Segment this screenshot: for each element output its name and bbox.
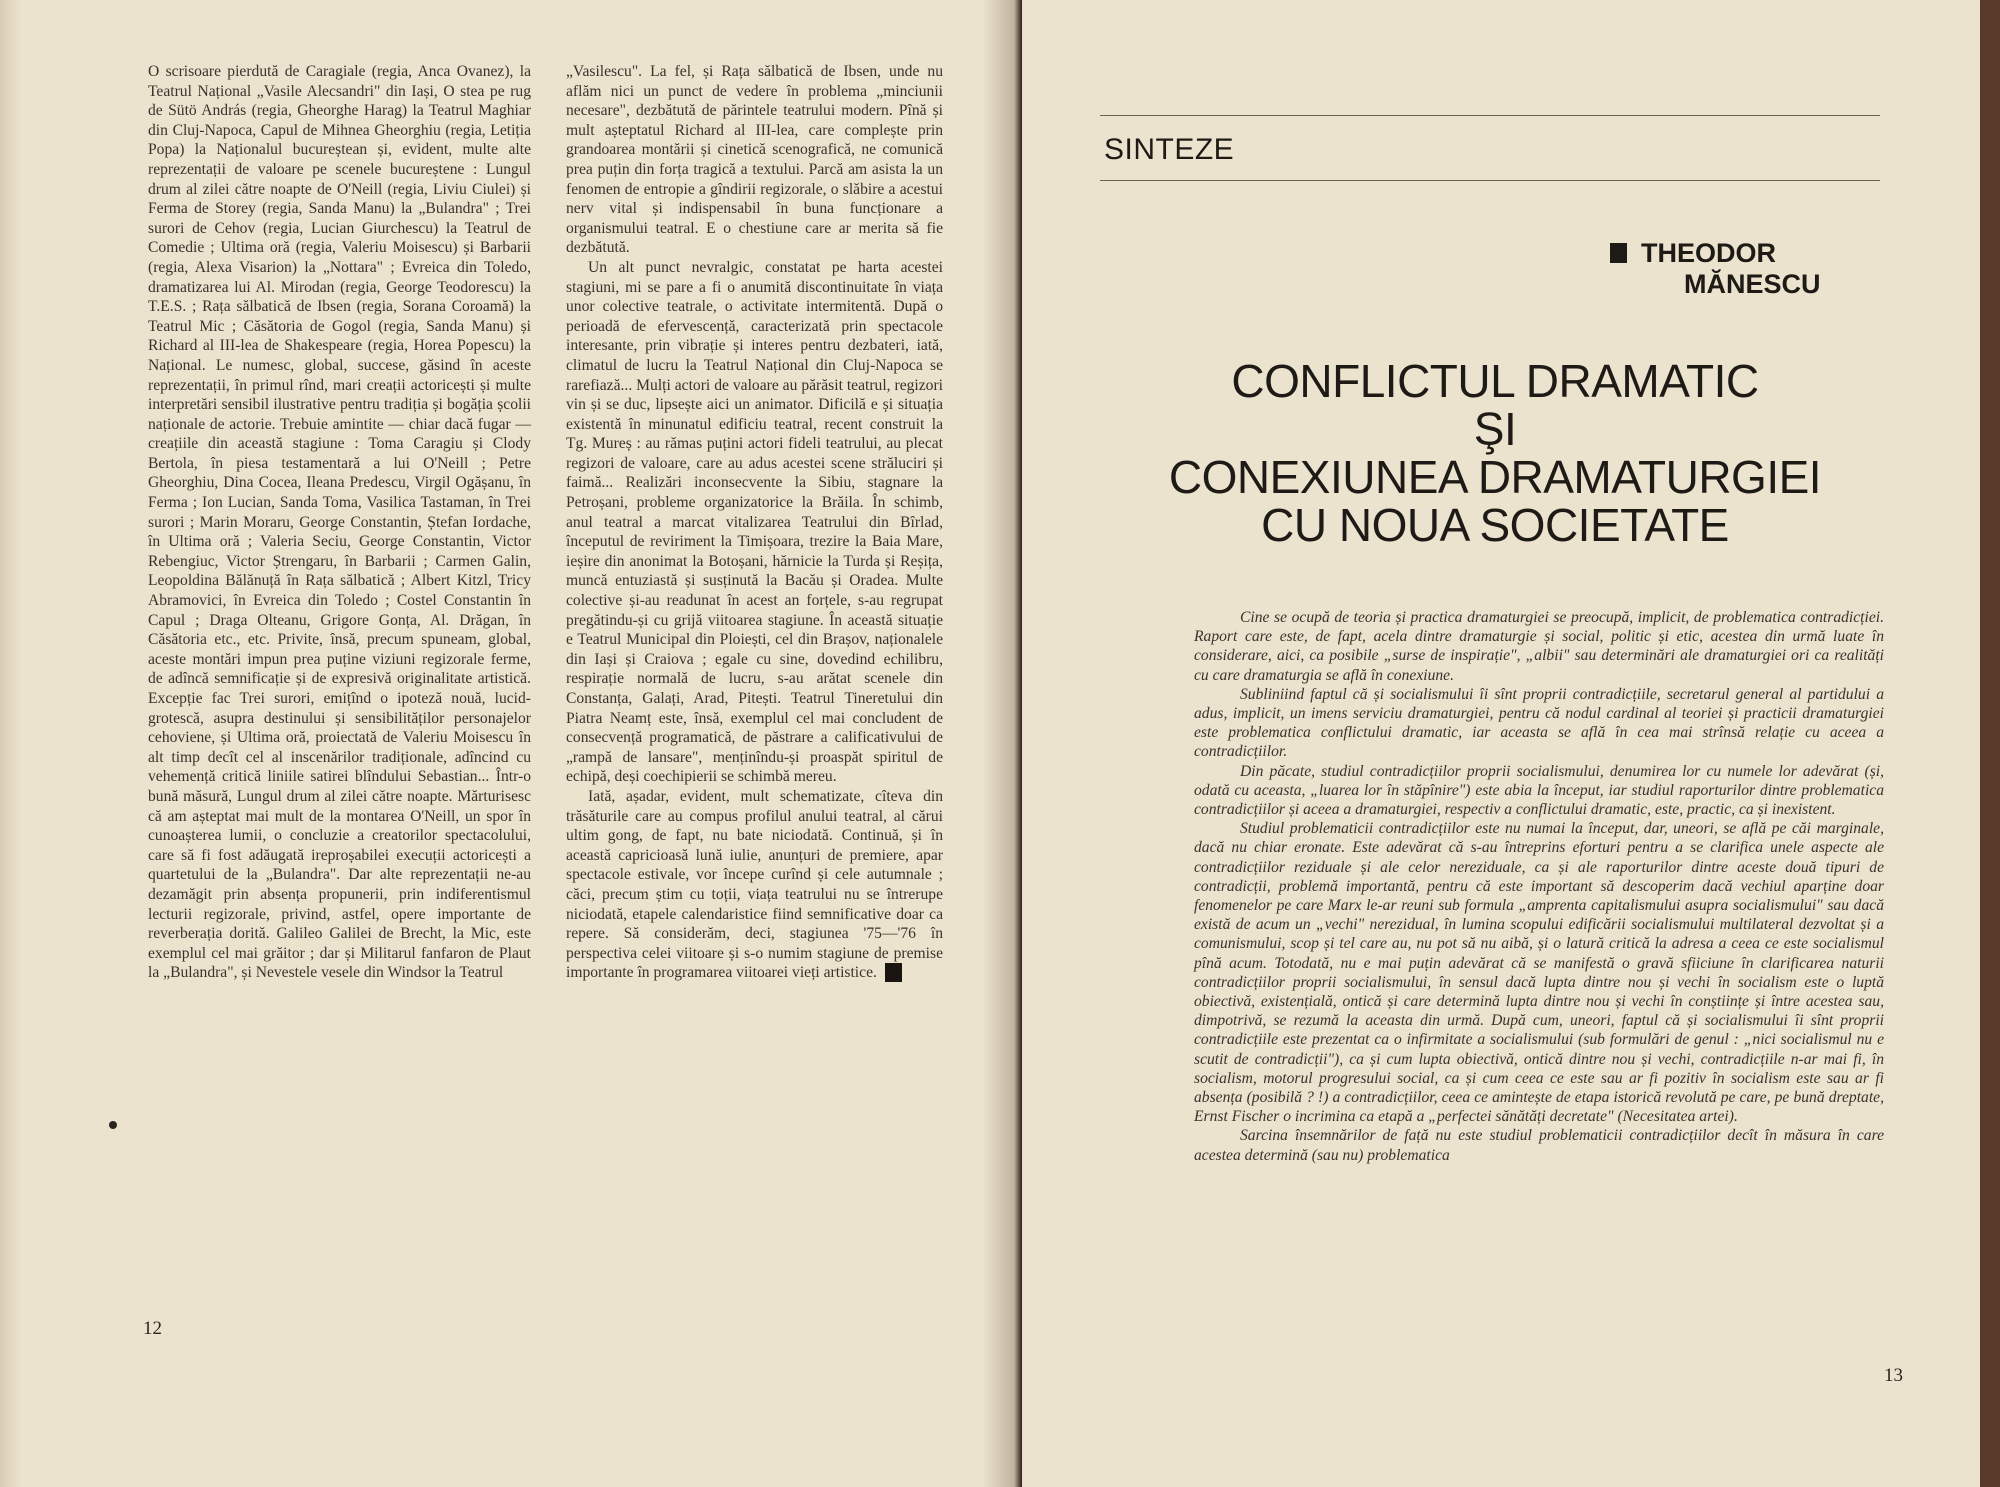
author-first-name: THEODOR xyxy=(1641,238,1776,268)
page-edge xyxy=(0,0,22,1487)
article-title xyxy=(1160,357,1830,549)
header-rule-bottom xyxy=(1100,180,1880,181)
section-label: SINTEZE xyxy=(1104,133,1235,166)
page-number-left: 12 xyxy=(143,1318,162,1339)
paragraph: Subliniind faptul că și socialismului îi sînt proprii contradicțiile, secretarul general al partidului a adus, implicit, un imens serviciu dramaturgiei, pentru că nodul cardinal al teoriei și practicii dramaturgiei este problematica conflictului dramatic, iar aceasta se află în cea mai strînsă relație cu aceea a contradicțiilor. xyxy=(1194,685,1884,761)
left-column-1 xyxy=(148,62,531,983)
paragraph: Din păcate, studiul contradicțiilor proprii socialismului, denumirea lor cu numele lor adevărat (și, odată cu aceasta, „luarea lor în stăpînire") este abia la început, iar studiul raporturilor dintre problematica contradicțiilor și aceea a dramaturgiei, respectiv a conflictului dramatic, este, practic, ca și inexistent. xyxy=(1194,762,1884,819)
header-rule-top xyxy=(1100,115,1880,116)
paragraph: Sarcina însemnărilor de față nu este studiul problematicii contradicțiilor decît în măsura în care acestea determină (sau nu) problematica xyxy=(1194,1127,1884,1164)
title-line: CONFLICTUL DRAMATIC xyxy=(1231,355,1759,407)
paragraph: Un alt punct nevralgic, constatat pe harta acestei stagiuni, mi se pare a fi o anumită discontinuitate în viața unor colective teatrale, o activitate intermitentă. După o perioadă de efervescență, caracterizată prin spectacole interesante, prin vibrație și interes pentru dezbateri, iată, climatul de lucru la Teatrul Național din Cluj-Napoca se rarefiază... Mulți actori de valoare au părăsit teatrul, regizori vin și se duc, lipsește aici un animator. Dificilă e și situația existentă în minunatul edificiu teatral, recent construit la Tg. Mureș : au rămas puțini actori fideli teatrului, au plecat regizori de valoare, care au adus acestei scene străluciri și faimă... Realizări inconsecvente la Sibiu, stagnare la Petroșani, probleme organizatorice la Brăila. În schimb, anul teatral a marcat vitalizarea Teatrului din Bîrlad, începutul de reviriment la Timișoara, trezire la Baia Mare, ieșire din anonimat la Botoșani, hărnicie la Turda și Reșița, muncă entuziastă și susținută la Bacău și Oradea. Multe colective și-au readunat în acest an forțele, s-au regrupat pregătindu-și cu grijă viitoarea stagiune. În această situație e Teatrul Municipal din Ploiești, cel din Brașov, naționalele din Iași și Craiova ; egale cu sine, dovedind echilibru, respirație normală de lucru, s-au arătat scenele din Constanța, Galați, Arad, Pitești. Teatrul Tineretului din Piatra Neamț este, însă, exemplul cel mai concludent de consecvență programatică, de păstrare a calificativului de „rampă de lansare", menținîndu-și proaspăt spiritul de echipă, deși coechipierii se schimbă mereu. xyxy=(566,258,943,786)
paragraph: „Vasilescu". La fel, și Rața sălbatică de Ibsen, unde nu aflăm nici un punct de vedere în problema „minciunii necesare", dezbătută de părintele teatrului modern. Pînă și mult așteptatul Richard al III-lea, care complește prin grandoarea montării și cinetică scenografică, ne comunică prea puțin din forța tragică a textului. Parcă am asista la un fenomen de entropie a gîndirii regizorale, o slăbire a acestui nerv vital și indispensabil în buna funcționare a organismului teatral. E o chestiune care ar merita să fie dezbătută. xyxy=(566,63,943,257)
title-line: ŞI xyxy=(1473,403,1517,455)
paragraph: Studiul problematicii contradicțiilor este nu numai la început, dar, uneori, se află pe căi marginale, dacă nu chiar eronate. Este adevărat că s-au întreprins eforturi pentru a se clarifica unele aspecte ale contradicțiilor reziduale și ale celor nereziduale, ca și ale raporturilor dintre aceste două tipuri de contradicții, problemă importantă, pentru că este important să descoperim dacă vechiul aparține doar fenomenelor pe care Marx le-ar reuni sub formula „amprenta capitalismului asupra socialismului" sau dacă există de acum un „vechi" nerezidual, în lumina scopului edificării socialismului multilateral dezvoltat și a comunismului, scop și tel care au, nu pot să nu aibă, și o latură critică la adresa a ceea ce este socialismul pînă acum. Totodată, nu e mai puțin adevărat că se manifestă o gravă sfiiciune în clarificarea naturii contradicțiilor proprii socialismului, în sensul dacă lupta dintre nou și vechi în socialism este o luptă obiectivă, existențială, ontică și care determină lupta dintre nou și vechi în conștiințe și între acestea sau, dimpotrivă, se rezumă la aceasta din urmă. După cum, uneori, faptul că și socialismului îi sînt proprii contradicțiile este prezentat ca o infirmitate a socialismului (sub formulări de genul : „nici socialismul nu e scutit de contradicții"), ca și cum lupta obiectivă, ontică dintre nou și vechi, contradicțiile n-ar mai fi, în socialism, motorul progresului social, ca și cum ceea ce este sau ar fi pozitiv în socialism este sau ar fi absența (posibilă ? !) a contradicțiilor, ceea ce amintește de etapa istorică revolută pe care, pe bună dreptate, Ernst Fischer o incrimina ca etapă a „perfectei sănătăți decretate" (Necesitatea artei). xyxy=(1194,820,1884,1126)
paragraph-text: Iată, așadar, evident, mult schematizate, cîteva din trăsăturile care au compus profilul anului teatral, al cărui ultim gong, de fapt, nu bate niciodată. Continuă, și în această capricioasă lună iulie, anunțuri de premiere, apar spectacole estivale, vor începe curînd și cele autumnale ; căci, precum știm cu toții, viața teatrului nu se întrerupe niciodată, etapele calendaristice fiind semnificative doar ca repere. Să considerăm, deci, stagiunea '75—'76 în perspectiva celei viitoare și s-o numim stagiune de premise importante în programarea viitoarei vieți artistice. xyxy=(566,787,943,982)
paragraph xyxy=(566,787,943,983)
title-line: CONEXIUNEA DRAMATURGIEI xyxy=(1168,451,1822,503)
article-body xyxy=(1194,608,1884,1165)
margin-dot xyxy=(109,1121,117,1129)
author-square-icon xyxy=(1610,243,1627,263)
author-name xyxy=(1610,238,1870,300)
cover-edge xyxy=(1980,0,2000,1487)
title-line: CU NOUA SOCIETATE xyxy=(1261,499,1729,551)
paragraph: O scrisoare pierdută de Caragiale (regia, Anca Ovanez), la Teatrul Național „Vasile Alecsandri" din Iași, O stea pe rug de Sütö András (regia, Gheorghe Harag) la Teatrul Maghiar din Cluj-Napoca, Capul de Mihnea Gheorghiu (regia, Letiția Popa) la Naționalul bucureștean și, evident, multe alte reprezentații de valoare pe scenele bucureștene : Lungul drum al zilei către noapte de O'Neill (regia, Liviu Ciulei) și Ferma de Storey (regia, Sanda Manu) la „Bulandra" ; Trei surori de Cehov (regia, Lucian Giurchescu) la Teatrul de Comedie ; Ultima oră (regia, Valeriu Moisescu) și Barbarii (regia, Alexa Visarion) la „Nottara" ; Evreica din Toledo, dramatizarea lui Al. Mirodan (regia, George Teodorescu) la T.E.S. ; Rața sălbatică de Ibsen (regia, Sorana Coroamă) la Teatrul Mic ; Căsătoria de Gogol (regia, Sanda Manu) și Richard al III-lea de Shakespeare (regia, Horea Popescu) la Național. Le numesc, global, succese, găsind în aceste reprezentații, în primul rînd, mari creații actoricești și multe interpretări sensibil ilustrative pentru tradiția și bogăția școlii naționale de actorie. Trebuie amintite — chiar dacă fugar — creațiile din această stagiune : Toma Caragiu și Clody Bertola, în piesa testamentară a lui O'Neill ; Petre Gheorghiu, Dina Cocea, Ileana Predescu, Virgil Ogășanu, în Ferma ; Ion Lucian, Sanda Toma, Vasilica Tastaman, în Trei surori ; Marin Moraru, George Constantin, Ștefan Iordache, în Ultima oră ; Valeria Seciu, George Constantin, Victor Rebengiuc, Victor Ștrengaru, în Barbarii ; Carmen Galin, Leopoldina Bălănuță în Rața sălbatică ; Albert Kitzl, Tricy Abramovici, în Evreica din Toledo ; Costel Constantin în Capul ; Draga Olteanu, Grigore Gonța, Al. Drăgan, în Căsătoria etc., etc. Privite, însă, precum spuneam, global, aceste montări impun prea puține viziuni regizorale ferme, de adîncă semnificație și de expresivă originalitate artistică. Excepție fac Trei surori, emițînd o ipoteză nouă, lucid-grotescă, asupra destinului și sensibilităților personajelor cehoviene, și Ultima oră, proiectată de Valeriu Moisescu în alt timp decît cel al inscenărilor tradiționale, adîncind cu vehemență critică liniile satirei blîndului Sebastian... Într-o bună măsură, Lungul drum al zilei către noapte. Mărturisesc că am așteptat mai mult de la montarea O'Neill, un spor în cunoașterea lumii, o concluzie a creatorilor spectacolului, care să fi fost adăugată ireproșabilei execuții actoricești a quartetului de la „Bulandra". Dar alte reprezentații ne-au dezamăgit prin absența propunerii, prin indiferentismul lecturii regizorale, privind, astfel, opere importante de reverberația dorită. Galileo Galilei de Brecht, la Mic, este exemplul cel mai grăitor ; dar și Militarul fanfaron de Plaut la „Bulandra", și Nevestele vesele din Windsor la Teatrul xyxy=(148,63,531,982)
paragraph: Cine se ocupă de teoria și practica dramaturgiei se preocupă, implicit, de problematica contradicției. Raport care este, de fapt, acela dintre dramaturgie și social, politic și etic, acestea din urmă luate în considerare, aici, ca posibile „surse de inspirație", „albii" sau determinări ale dramaturgiei ori ca realități cu care dramaturgia se află în conexiune. xyxy=(1194,609,1884,684)
left-column-2 xyxy=(566,62,943,983)
author-last-name: MĂNESCU xyxy=(1684,269,1821,299)
end-of-article-icon xyxy=(885,963,902,982)
page-number-right: 13 xyxy=(1884,1365,1903,1386)
